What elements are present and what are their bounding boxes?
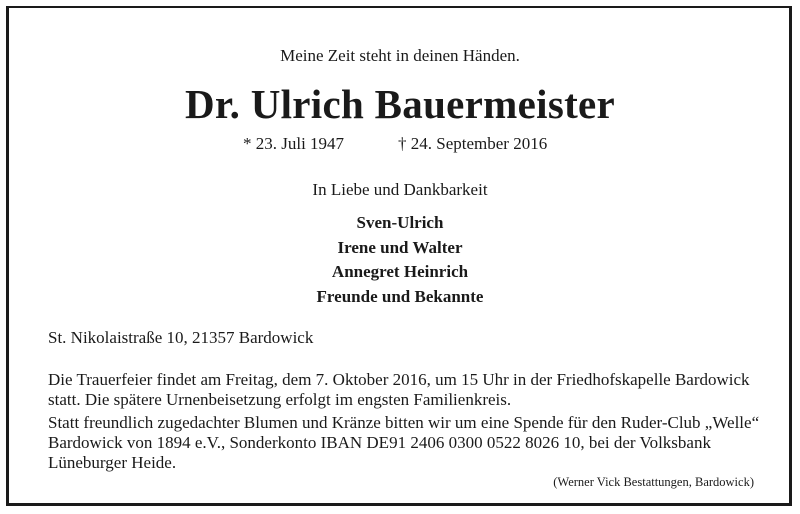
mourner: Irene und Walter xyxy=(337,237,463,257)
motto: Meine Zeit steht in deinen Händen. xyxy=(280,46,520,65)
mourner: Freunde und Bekannte xyxy=(316,286,484,306)
dedication: In Liebe und Dankbarkeit xyxy=(312,180,488,199)
funeral-home-credit: (Werner Vick Bestattungen, Bardowick) xyxy=(553,475,754,489)
address: St. Nikolaistraße 10, 21357 Bardowick xyxy=(48,328,314,347)
mourners-list xyxy=(0,211,800,309)
death-date: † 24. September 2016 xyxy=(398,134,548,153)
mourner: Annegret Heinrich xyxy=(331,262,469,281)
donation-request: Statt freundlich zugedachter Blumen und Kränze bitten wir um eine Spende für den Ruder-Club „Welle“ Bardowick von 1894 e.V., Sonderkonto IBAN DE91 2406 0300 0522 8026 10, bei der Volksbank Lüneburger Heide. xyxy=(48,413,760,472)
birth-date: * 23. Juli 1947 xyxy=(243,134,345,153)
deceased-name: Dr. Ulrich Bauermeister xyxy=(184,81,616,127)
mourner: Sven-Ulrich xyxy=(356,213,444,232)
ceremony-info: Die Trauerfeier findet am Freitag, dem 7. Oktober 2016, um 15 Uhr in der Friedhofskapelle Bardowick statt. Die spätere Urnenbeisetzung erfolgt im engsten Familienkreis. xyxy=(48,370,750,409)
